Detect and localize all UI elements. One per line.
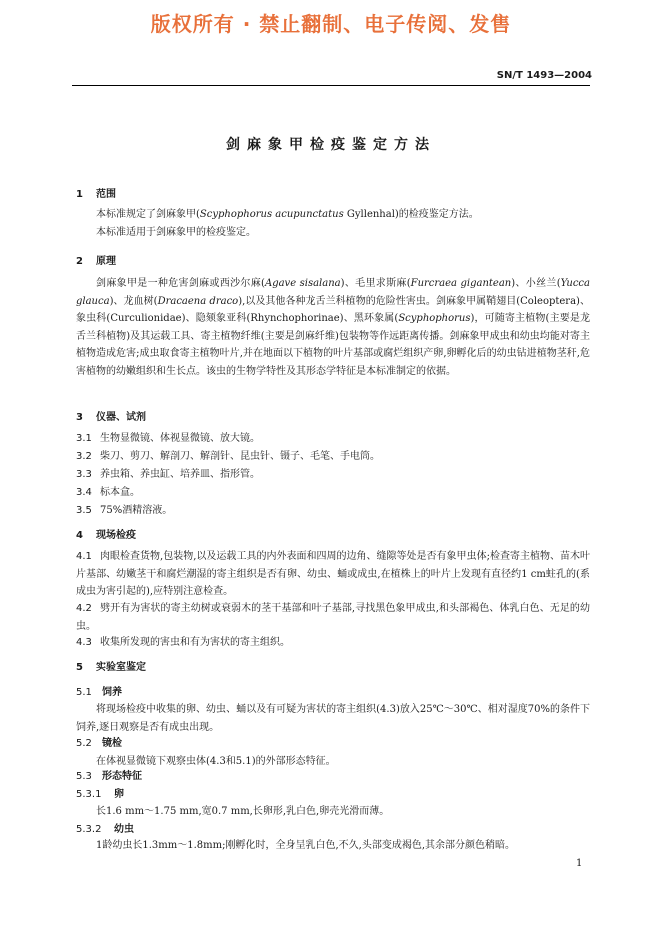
section-1-paragraph-2: 本标准适用于剑麻象甲的检疫鉴定。 (96, 227, 256, 238)
section-title: 现场检疫 (96, 530, 136, 541)
list-item: 3.4 标本盒。 (76, 487, 140, 498)
section-2-paragraph: 剑麻象甲是一种危害剑麻或西沙尔麻(Agave sisalana)、毛里求斯麻(Furcraea gigantean)、小丝兰(Yucca glauca)、龙血树(Dracaena draco),以及其他各种龙舌兰科植物的危险性害虫。剑麻象甲属鞘翅目(Coleoptera)、象虫科(Curculionidae)、隐颏象亚科(Rhynchophorinae)、黑环象属(Scyphophorus)，可随寄主植物(主要是龙舌兰科植物)及其运载工具、寄主植物纤维(主要是剑麻纤维)包装物等作远距离传播。剑麻象甲成虫和幼虫均能对寄主植物造成危害;成虫取食寄主植物叶片,并在地面以下植物的叶片基部或腐烂组织产卵,卵孵化后的幼虫钻进植物茎秆,危害植物的幼嫩组织和生长点。该虫的生物学特性及其形态学特征是本标准制定的依据。 (76, 278, 590, 377)
scientific-name: Dracaena draco (157, 295, 239, 307)
subsubsection-heading: 5.3.2 幼虫 (76, 824, 134, 835)
scientific-name: Scyphophorus acupunctatus (199, 209, 344, 220)
section-title: 原理 (96, 256, 116, 267)
section-number: 1 (76, 189, 83, 200)
subsection-paragraph: 1龄幼虫长1.3mm～1.8mm;刚孵化时，全身呈乳白色,不久,头部变成褐色,其余部分颜色稍暗。 (96, 840, 516, 851)
list-item: 4.3 收集所发现的害虫和有为害状的寄主组织。 (76, 637, 290, 648)
section-3-heading (76, 412, 146, 424)
section-title: 范围 (96, 189, 116, 200)
section-number: 3 (76, 412, 83, 423)
section-title: 实验室鉴定 (96, 662, 146, 673)
section-number: 5 (76, 662, 83, 673)
subsection-paragraph: 将现场检疫中收集的卵、幼虫、蛹以及有可疑为害状的寄主组织(4.3)放入25℃～30℃、相对湿度70%的条件下饲养,逐日观察是否有成虫出现。 (76, 704, 590, 733)
scientific-name: Furcraea gigantean (410, 278, 512, 289)
header-rule (72, 85, 590, 86)
list-item: 3.2 柴刀、剪刀、解剖刀、解剖针、昆虫针、镊子、毛笔、手电筒。 (76, 451, 380, 462)
list-item: 4.1 肉眼检查货物,包装物,以及运载工具的内外表面和四周的边角、缝隙等处是否有象甲虫体;检查寄主植物、苗木叶片基部、幼嫩茎干和腐烂潮湿的寄主组织是否有卵、幼虫、蛹或成虫,在植株上的叶片上发现有直径约1 cm蛀孔的(系成虫为害引起的),应特别注意检查。 (76, 551, 590, 597)
subsection-paragraph: 在体视显微镜下观察虫体(4.3和5.1)的外部形态特征。 (96, 756, 336, 767)
scientific-name: Agave sisalana (264, 278, 341, 289)
section-1-paragraph-1: 本标准规定了剑麻象甲(Scyphophorus acupunctatus Gyllenhal)的检疫鉴定方法。 (96, 209, 479, 220)
subsection-heading: 5.1 饲养 (76, 687, 122, 698)
section-4-heading (76, 530, 136, 542)
section-2-heading (76, 256, 116, 268)
section-1-heading (76, 189, 116, 201)
scientific-name: Yucca glauca (76, 278, 590, 307)
list-item: 3.3 养虫箱、养虫缸、培养皿、指形管。 (76, 469, 260, 480)
page-number: 1 (576, 858, 583, 869)
document-number: SN/T 1493—2004 (496, 70, 592, 81)
scientific-name: Scyphophorus (398, 313, 471, 324)
list-item: 4.2 劈开有为害状的寄主幼树或衰弱木的茎干基部和叶子基部,寻找黑色象甲成虫,和头部褐色、体乳白色、无足的幼虫。 (76, 603, 590, 632)
section-number: 4 (76, 530, 83, 541)
list-item: 3.1 生物显微镜、体视显微镜、放大镜。 (76, 433, 260, 444)
subsection-paragraph: 长1.6 mm～1.75 mm,宽0.7 mm,长卵形,乳白色,卵壳光滑而薄。 (96, 806, 390, 817)
subsection-heading: 5.2 镜检 (76, 738, 122, 749)
subsection-heading: 5.3 形态特征 (76, 771, 142, 782)
page-title: 剑麻象甲检疫鉴定方法 (226, 137, 436, 153)
section-5-heading (76, 662, 146, 674)
section-number: 2 (76, 256, 83, 267)
section-title: 仪器、试剂 (96, 412, 146, 423)
list-item: 3.5 75%酒精溶液。 (76, 505, 173, 516)
subsubsection-heading: 5.3.1 卵 (76, 789, 124, 800)
copyright-watermark: 版权所有 · 禁止翻制、电子传阅、发售 (150, 12, 512, 36)
